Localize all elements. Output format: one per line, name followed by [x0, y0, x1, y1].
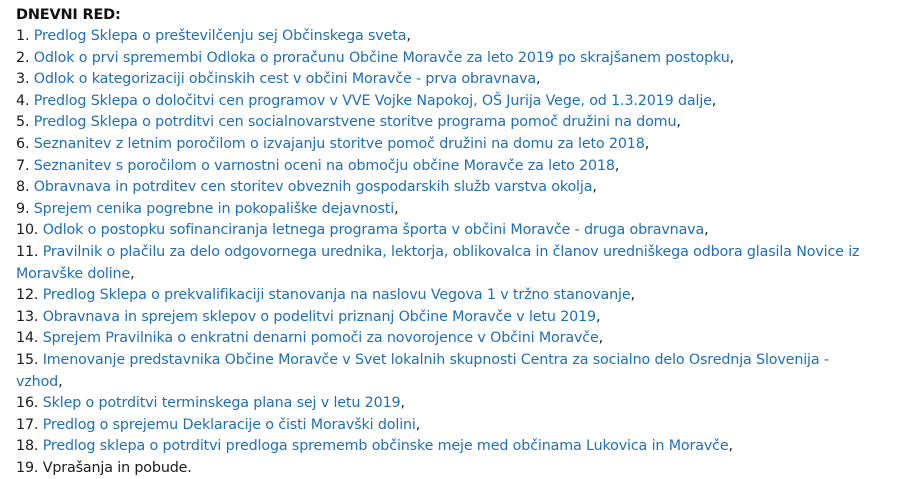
agenda-item-number: 14.: [16, 330, 39, 347]
agenda-item-link[interactable]: Pravilnik o plačilu za delo odgovornega urednika, lektorja, oblikovalca in članov uredniškega odbora glasila Novice iz Moravške doline: [16, 243, 860, 282]
agenda-item-link[interactable]: Odlok o postopku sofinanciranja letnega programa športa v občini Moravče - druga obravnava: [42, 222, 705, 239]
agenda-item-link[interactable]: Imenovanje predstavnika Občine Moravče v Svet lokalnih skupnosti Centra za socialno delo Osrednja Slovenija - vzhod: [16, 351, 829, 390]
agenda-heading: DNEVNI RED:: [16, 7, 121, 23]
agenda-item: [16, 415, 876, 437]
agenda-item-link[interactable]: Predlog Sklepa o potrditvi cen socialnovarstvene storitve programa pomoč družini na domu: [33, 114, 677, 131]
agenda-item: [16, 242, 876, 285]
agenda-item-number: 4.: [16, 92, 30, 109]
agenda-item: [16, 458, 876, 479]
agenda-item-suffix: ,: [130, 265, 135, 282]
agenda-item-number: 18.: [16, 438, 39, 455]
agenda-item-suffix: ,: [704, 222, 709, 239]
agenda-item: [16, 436, 876, 458]
agenda-item-link[interactable]: Seznanitev z letnim poročilom o izvajanju storitve pomoč družini na domu za leto 2018: [33, 135, 645, 152]
agenda-item-link[interactable]: Sklep o potrditvi terminskega plana sej v letu 2019: [42, 395, 401, 412]
agenda-item: [16, 350, 876, 393]
agenda-item-number: 8.: [16, 179, 30, 196]
agenda-item-suffix: ,: [58, 373, 63, 390]
agenda-item: [16, 48, 876, 70]
agenda-item-link[interactable]: Sprejem cenika pogrebne in pokopališke dejavnosti: [33, 200, 395, 217]
agenda-item-suffix: ,: [592, 179, 597, 196]
agenda-item: [16, 134, 876, 156]
agenda-item-link[interactable]: Obravnava in sprejem sklepov o podelitvi priznanj Občine Moravče v letu 2019: [42, 308, 597, 325]
agenda-item-number: 16.: [16, 395, 39, 412]
agenda-item-link[interactable]: Predlog sklepa o potrditvi predloga sprememb občinske meje med občinama Lukovica in Moravče: [42, 438, 729, 455]
agenda-list: [16, 26, 900, 479]
agenda-item-number: 17.: [16, 416, 39, 433]
agenda-item-number: 19.: [16, 459, 39, 476]
agenda-item: [16, 91, 876, 113]
agenda-item-link[interactable]: Odlok o kategorizaciji občinskih cest v občini Moravče - prva obravnava: [33, 71, 537, 88]
agenda-item-suffix: ,: [676, 114, 681, 131]
agenda-item-suffix: ,: [728, 438, 733, 455]
agenda-item-link[interactable]: Predlog Sklepa o prekvalifikaciji stanovanja na naslovu Vegova 1 v tržno stanovanje: [42, 287, 631, 304]
agenda-item-suffix: ,: [596, 308, 601, 325]
agenda-item: [16, 26, 876, 48]
agenda-item-number: 11.: [16, 243, 39, 260]
agenda-item: [16, 220, 876, 242]
agenda-item: [16, 199, 876, 221]
agenda-item-link[interactable]: Obravnava in potrditev cen storitev obveznih gospodarskih služb varstva okolja: [33, 179, 593, 196]
agenda-item-suffix: ,: [614, 157, 620, 174]
agenda-item-link[interactable]: Seznanitev s poročilom o varnostni oceni na območju občine Moravče za leto 2018: [33, 157, 615, 174]
agenda-item-link[interactable]: Sprejem Pravilnika o enkratni denarni pomoči za novorojence v Občini Moravče: [42, 330, 599, 347]
agenda-item: [16, 156, 876, 178]
agenda-item-link[interactable]: Odlok o prvi spremembi Odloka o proračunu Občine Moravče za leto 2019 po skrajšanem postopku: [33, 49, 730, 66]
agenda-item-number: 2.: [16, 49, 30, 66]
agenda-item-number: 3.: [16, 71, 30, 88]
agenda-item-link[interactable]: Predlog Sklepa o določitvi cen programov v VVE Vojke Napokoj, OŠ Jurija Vege, od 1.3.2019 dalje: [33, 92, 712, 109]
agenda-item-suffix: ,: [406, 28, 411, 44]
agenda-item-number: 10.: [16, 222, 39, 239]
agenda-item-suffix: ,: [400, 395, 405, 412]
agenda-item-number: 6.: [16, 135, 30, 152]
agenda-item-number: 5.: [16, 114, 30, 131]
agenda-item-number: 1.: [16, 28, 30, 44]
agenda-item-number: 15.: [16, 351, 39, 368]
agenda-item-number: 9.: [16, 200, 30, 217]
agenda-item-text: Vprašanja in pobude.: [42, 459, 192, 476]
agenda-item-number: 12.: [16, 287, 39, 304]
agenda-item: [16, 285, 876, 307]
agenda-item-number: 13.: [16, 308, 39, 325]
agenda-item-link[interactable]: Predlog o sprejemu Deklaracije o čisti Moravški dolini: [42, 416, 416, 433]
agenda-item-suffix: ,: [394, 200, 399, 217]
agenda-item-suffix: ,: [711, 92, 717, 109]
agenda-item-suffix: ,: [630, 287, 635, 304]
agenda-item: [16, 177, 876, 199]
agenda-item: [16, 307, 876, 329]
agenda-item-suffix: ,: [415, 416, 421, 433]
agenda-item-number: 7.: [16, 157, 30, 174]
agenda-item-suffix: ,: [729, 49, 735, 66]
agenda-item-suffix: ,: [536, 71, 541, 88]
agenda-item: [16, 393, 876, 415]
agenda-item: [16, 69, 876, 91]
agenda-item-suffix: ,: [598, 330, 604, 347]
agenda-item: [16, 112, 876, 134]
agenda-item-suffix: ,: [644, 135, 650, 152]
agenda-item-link[interactable]: Predlog Sklepa o preštevilčenju sej Občinskega sveta: [33, 28, 407, 44]
agenda-item: [16, 328, 876, 350]
